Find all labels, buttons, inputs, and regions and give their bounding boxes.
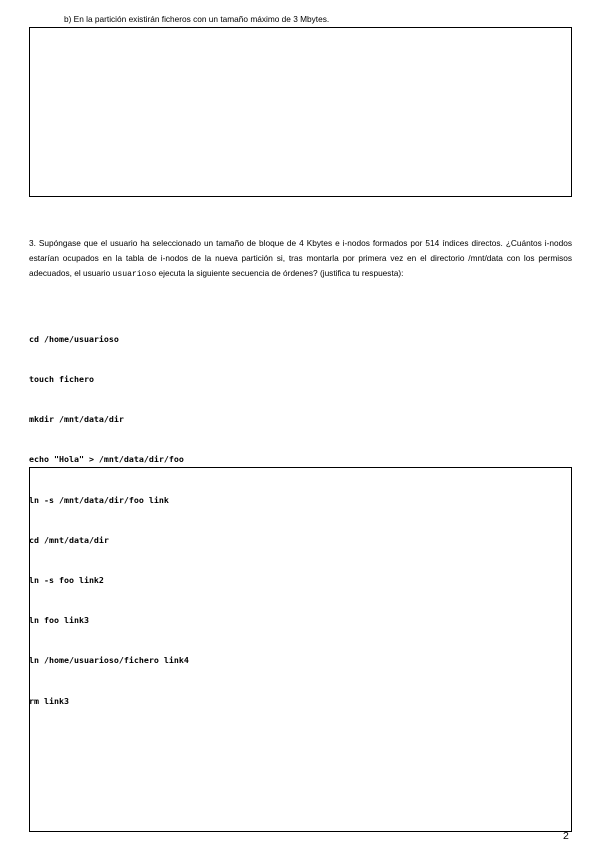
question-3-text [29, 236, 572, 283]
command-line: mkdir /mnt/data/dir [29, 414, 124, 425]
command-line: touch fichero [29, 374, 94, 385]
answer-box-b[interactable] [29, 27, 572, 197]
command-line: rm link3 [29, 695, 69, 706]
page-number: 2 [563, 830, 569, 842]
command-line: echo "Hola" > /mnt/data/dir/foo [29, 454, 184, 465]
subquestion-b-text: b) En la partición existirán ficheros con un tamaño máximo de 3 Mbytes. [64, 14, 330, 24]
command-line: ln foo link3 [29, 615, 89, 626]
command-line: cd /mnt/data/dir [29, 534, 109, 545]
question-3-text-before: 3. Supóngase que el usuario ha seleccionado un tamaño de bloque de 4 Kbytes e i-nodos formados por 514 índices directos. ¿Cuántos i-nodos estarían ocupados en la tabla de i-nodos de la nueva partición si, tras montarla por primera vez en el directorio /mnt/data con los permisos adecuados, el usuario [29, 238, 572, 279]
command-line: cd /home/usuarioso [29, 333, 119, 344]
command-line: ln -s foo link2 [29, 575, 104, 586]
answer-box-3[interactable] [29, 467, 572, 832]
command-line: ln -s /mnt/data/dir/foo link [29, 494, 169, 505]
question-3-username: usuarioso [112, 270, 157, 280]
question-3-text-after: ejecuta la siguiente secuencia de órdenes? (justifica tu respuesta): [156, 268, 404, 279]
command-line: ln /home/usuarioso/fichero link4 [29, 655, 189, 666]
